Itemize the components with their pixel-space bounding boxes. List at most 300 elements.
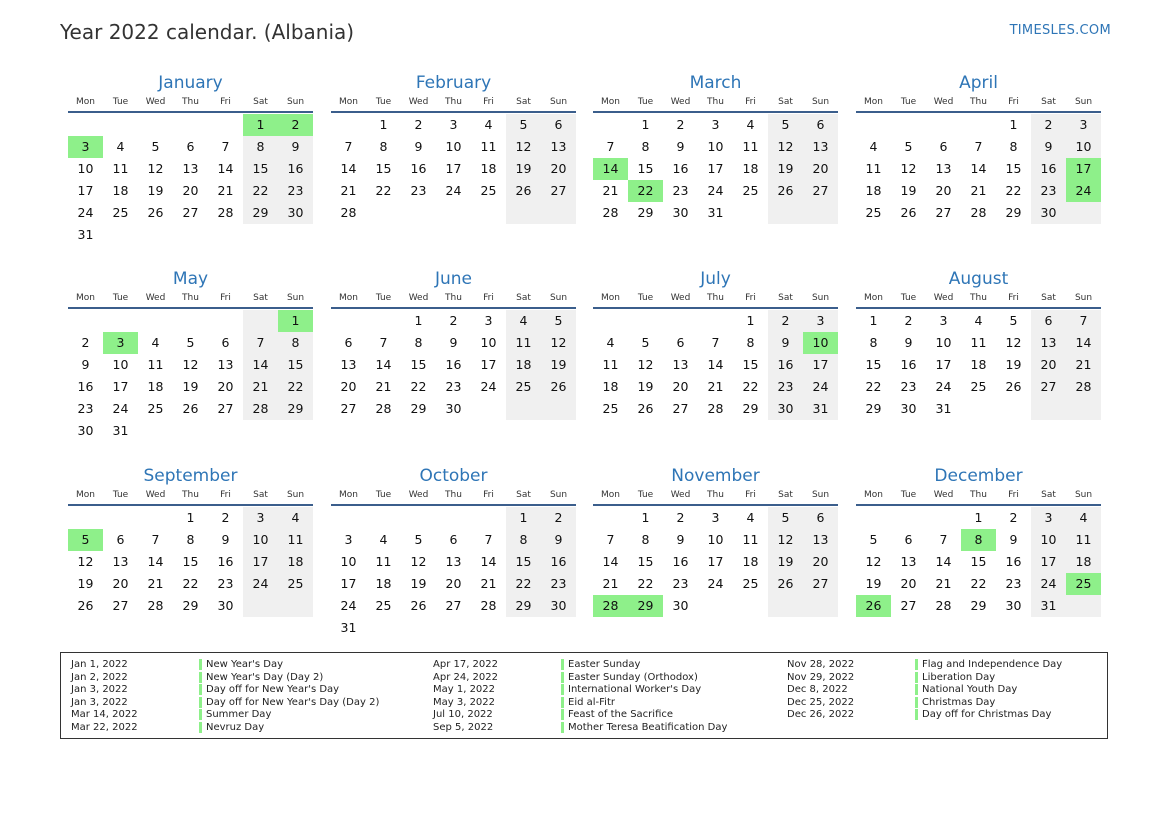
day-cell: 2 — [676, 510, 685, 525]
day-cell: 9 — [81, 357, 90, 372]
day-cell: 6 — [541, 114, 576, 136]
weekday-header — [593, 490, 838, 502]
day-cell: 7 — [939, 532, 948, 547]
day-cell: 4 — [606, 335, 615, 350]
day-cell: 5 — [869, 532, 878, 547]
day-cell: 18 — [602, 379, 619, 394]
day-cell: 25 — [375, 598, 392, 613]
day-cell: 4 — [746, 510, 755, 525]
day-cell: 31 — [803, 398, 838, 420]
weekday-header — [68, 293, 313, 305]
day-cell: 7 — [221, 139, 230, 154]
day-cell: 30 — [672, 598, 689, 613]
day-cell: 18 — [506, 354, 541, 376]
day-cell: 9 — [1009, 532, 1018, 547]
day-cell: 6 — [1031, 310, 1066, 332]
day-cell: 28 — [935, 598, 952, 613]
weekday-label: Tue — [375, 293, 392, 303]
day-cell: 25 — [742, 183, 759, 198]
month-name: June — [434, 269, 473, 289]
weekday-header — [68, 97, 313, 109]
day-cell: 2 — [414, 117, 423, 132]
day-cell: 5 — [1009, 313, 1018, 328]
weekday-label: Sun — [811, 490, 830, 500]
day-cell: 27 — [1031, 376, 1066, 398]
weekday-header — [331, 97, 576, 109]
holiday-marker — [915, 697, 918, 708]
day-cell: 21 — [243, 376, 278, 398]
day-cell: 22 — [970, 576, 987, 591]
day-cell: 11 — [506, 332, 541, 354]
day-cell: 27 — [217, 401, 234, 416]
holiday-date: Jan 1, 2022 — [71, 659, 128, 670]
day-grid — [68, 507, 313, 639]
day-grid — [68, 114, 313, 246]
day-cell: 10 — [707, 139, 724, 154]
day-cell: 4 — [869, 139, 878, 154]
weekday-label: Wed — [408, 293, 429, 303]
weekend-cell — [243, 595, 278, 617]
day-cell: 27 — [182, 205, 199, 220]
weekday-header — [856, 490, 1101, 502]
holiday-name: Mother Teresa Beatification Day — [568, 722, 728, 733]
weekday-header — [856, 293, 1101, 305]
day-grid — [331, 310, 576, 442]
day-cell: 14 — [243, 354, 278, 376]
day-cell: 21 — [602, 576, 619, 591]
day-cell: 9 — [676, 532, 685, 547]
day-cell: 23 — [217, 576, 234, 591]
weekday-label: Thu — [970, 97, 987, 107]
weekday-label: Sun — [1074, 490, 1093, 500]
day-cell: 28 — [480, 598, 497, 613]
header-divider — [68, 307, 313, 309]
day-cell: 3 — [484, 313, 493, 328]
day-cell: 18 — [865, 183, 882, 198]
weekday-label: Sun — [286, 490, 305, 500]
holiday-marker — [915, 684, 918, 695]
day-cell: 28 — [147, 598, 164, 613]
day-cell: 11 — [742, 532, 759, 547]
weekday-label: Mon — [339, 293, 358, 303]
day-cell: 21 — [935, 576, 952, 591]
day-cell: 10 — [935, 335, 952, 350]
day-cell: 21 — [1066, 354, 1101, 376]
day-cell: 9 — [414, 139, 423, 154]
day-cell: 29 — [742, 401, 759, 416]
holiday-marker — [561, 684, 564, 695]
day-cell: 4 — [379, 532, 388, 547]
day-cell: 1 — [186, 510, 195, 525]
day-cell: 15 — [865, 357, 882, 372]
day-cell: 19 — [1005, 357, 1022, 372]
day-cell: 18 — [375, 576, 392, 591]
header-divider — [856, 307, 1101, 309]
day-cell: 30 — [217, 598, 234, 613]
day-cell: 26 — [541, 376, 576, 398]
day-cell: 18 — [742, 554, 759, 569]
day-cell: 19 — [77, 576, 94, 591]
weekday-label: Sun — [1074, 293, 1093, 303]
weekday-label: Wed — [670, 97, 691, 107]
day-cell: 30 — [672, 205, 689, 220]
weekday-header — [68, 490, 313, 502]
weekday-label: Sat — [778, 97, 793, 107]
holiday-day-cell: 22 — [628, 180, 663, 202]
day-cell: 31 — [1031, 595, 1066, 617]
day-cell: 16 — [768, 354, 803, 376]
holiday-name: International Worker's Day — [568, 684, 702, 696]
weekday-header — [593, 293, 838, 305]
weekday-label: Fri — [745, 490, 756, 500]
day-cell: 26 — [1005, 379, 1022, 394]
weekday-label: Thu — [707, 490, 724, 500]
day-cell: 31 — [935, 401, 952, 416]
holiday-name: New Year's Day — [206, 659, 284, 670]
holiday-day-cell: 8 — [961, 529, 996, 551]
weekday-label: Fri — [220, 293, 231, 303]
weekend-cell — [243, 310, 278, 332]
day-cell: 20 — [1031, 354, 1066, 376]
day-cell: 18 — [480, 161, 497, 176]
day-cell: 9 — [768, 332, 803, 354]
day-cell: 29 — [410, 401, 427, 416]
weekday-label: Sat — [516, 97, 531, 107]
holiday-name: Day off for New Year's Day (Day 2) — [206, 696, 380, 708]
holiday-day-cell: 3 — [103, 332, 138, 354]
day-cell: 14 — [707, 357, 724, 372]
day-cell: 18 — [278, 551, 313, 573]
weekday-label: Wed — [145, 490, 166, 500]
weekday-label: Fri — [745, 293, 756, 303]
header-divider — [331, 111, 576, 113]
day-cell: 28 — [217, 205, 234, 220]
weekday-label: Mon — [339, 97, 358, 107]
day-cell: 3 — [243, 507, 278, 529]
holiday-date: Nov 29, 2022 — [787, 671, 855, 683]
day-cell: 16 — [541, 551, 576, 573]
weekday-label: Thu — [707, 97, 724, 107]
holiday-date: Jan 2, 2022 — [71, 671, 128, 683]
weekend-cell — [1066, 398, 1101, 420]
day-cell: 5 — [186, 335, 195, 350]
day-cell: 31 — [707, 205, 724, 220]
weekend-cell — [541, 398, 576, 420]
day-cell: 30 — [278, 202, 313, 224]
day-cell: 29 — [970, 598, 987, 613]
day-cell: 15 — [1005, 161, 1022, 176]
day-cell: 11 — [602, 357, 619, 372]
weekday-header — [331, 490, 576, 502]
holiday-day-cell: 5 — [68, 529, 103, 551]
weekday-label: Fri — [1008, 293, 1019, 303]
header-divider — [856, 504, 1101, 506]
day-cell: 14 — [480, 554, 497, 569]
day-cell: 5 — [414, 532, 423, 547]
day-cell: 27 — [900, 598, 917, 613]
day-cell: 4 — [506, 310, 541, 332]
weekday-label: Sun — [549, 490, 568, 500]
weekday-label: Thu — [970, 490, 987, 500]
weekday-label: Thu — [970, 293, 987, 303]
day-cell: 20 — [112, 576, 129, 591]
day-cell: 4 — [484, 117, 493, 132]
weekday-label: Sat — [253, 490, 268, 500]
weekday-label: Thu — [445, 293, 462, 303]
weekend-cell — [1066, 595, 1101, 617]
day-cell: 3 — [1031, 507, 1066, 529]
month-name: September — [143, 466, 238, 486]
day-cell: 31 — [340, 620, 357, 635]
day-cell: 16 — [445, 357, 462, 372]
day-cell: 17 — [707, 161, 724, 176]
day-cell: 3 — [711, 510, 720, 525]
day-cell: 8 — [641, 532, 650, 547]
day-cell: 17 — [707, 554, 724, 569]
day-cell: 17 — [935, 357, 952, 372]
weekday-label: Mon — [601, 293, 620, 303]
day-cell: 16 — [217, 554, 234, 569]
day-cell: 7 — [243, 332, 278, 354]
weekday-label: Tue — [900, 490, 917, 500]
day-cell: 26 — [768, 180, 803, 202]
day-cell: 19 — [768, 158, 803, 180]
weekday-label: Tue — [900, 293, 917, 303]
month-name: August — [948, 269, 1009, 289]
day-cell: 22 — [182, 576, 199, 591]
day-cell: 18 — [112, 183, 129, 198]
day-cell: 11 — [112, 161, 129, 176]
weekday-label: Sat — [516, 490, 531, 500]
holiday-day-cell: 24 — [1066, 180, 1101, 202]
day-cell: 27 — [803, 573, 838, 595]
weekday-label: Tue — [375, 490, 392, 500]
weekday-label: Thu — [182, 293, 199, 303]
day-cell: 12 — [147, 161, 164, 176]
weekend-cell — [278, 595, 313, 617]
holiday-day-cell: 1 — [243, 114, 278, 136]
day-cell: 20 — [803, 551, 838, 573]
day-cell: 25 — [278, 573, 313, 595]
day-cell: 12 — [541, 332, 576, 354]
day-cell: 17 — [445, 161, 462, 176]
day-cell: 17 — [480, 357, 497, 372]
day-cell: 25 — [865, 205, 882, 220]
weekend-cell — [541, 202, 576, 224]
day-grid — [593, 507, 838, 639]
day-grid — [68, 310, 313, 442]
day-cell: 12 — [900, 161, 917, 176]
day-cell: 27 — [803, 180, 838, 202]
holiday-marker — [199, 697, 202, 708]
weekday-label: Fri — [483, 490, 494, 500]
month-name: January — [158, 73, 223, 93]
day-cell: 14 — [602, 554, 619, 569]
holiday-name: New Year's Day (Day 2) — [206, 671, 324, 683]
day-cell: 13 — [900, 554, 917, 569]
day-cell: 10 — [445, 139, 462, 154]
weekday-label: Wed — [670, 490, 691, 500]
day-cell: 27 — [112, 598, 129, 613]
day-cell: 11 — [147, 357, 164, 372]
day-cell: 1 — [379, 117, 388, 132]
day-cell: 25 — [970, 379, 987, 394]
weekday-label: Tue — [112, 490, 129, 500]
day-cell: 23 — [410, 183, 427, 198]
holiday-marker — [199, 659, 202, 670]
day-cell: 6 — [221, 335, 230, 350]
day-cell: 5 — [541, 310, 576, 332]
weekday-label: Fri — [220, 97, 231, 107]
holiday-marker — [915, 709, 918, 720]
day-cell: 12 — [182, 357, 199, 372]
brand-link[interactable]: TIMESLES.COM — [1009, 23, 1111, 38]
holiday-date: Sep 5, 2022 — [433, 722, 494, 733]
day-cell: 6 — [904, 532, 913, 547]
day-cell: 12 — [637, 357, 654, 372]
day-cell: 30 — [768, 398, 803, 420]
day-cell: 6 — [676, 335, 685, 350]
day-cell: 10 — [340, 554, 357, 569]
header-divider — [856, 111, 1101, 113]
holiday-name: Christmas Day — [922, 696, 996, 708]
weekday-label: Sat — [1041, 293, 1056, 303]
day-cell: 11 — [480, 139, 497, 154]
day-cell: 21 — [707, 379, 724, 394]
weekday-label: Fri — [483, 97, 494, 107]
day-cell: 21 — [602, 183, 619, 198]
day-cell: 23 — [768, 376, 803, 398]
weekday-label: Thu — [445, 490, 462, 500]
day-cell: 16 — [672, 161, 689, 176]
weekend-cell — [803, 595, 838, 617]
holiday-name: Flag and Independence Day — [922, 659, 1063, 670]
day-cell: 15 — [742, 357, 759, 372]
day-cell: 17 — [112, 379, 129, 394]
day-cell: 17 — [340, 576, 357, 591]
weekday-label: Tue — [637, 97, 654, 107]
weekday-label: Mon — [864, 97, 883, 107]
holiday-date: Dec 8, 2022 — [787, 684, 848, 696]
day-cell: 28 — [707, 401, 724, 416]
day-cell: 26 — [768, 573, 803, 595]
day-cell: 22 — [742, 379, 759, 394]
day-cell: 26 — [182, 401, 199, 416]
day-cell: 24 — [243, 573, 278, 595]
day-cell: 21 — [340, 183, 357, 198]
holiday-marker — [915, 672, 918, 683]
day-cell: 7 — [711, 335, 720, 350]
month-name: May — [172, 269, 209, 289]
holiday-day-cell: 14 — [593, 158, 628, 180]
day-cell: 24 — [707, 183, 724, 198]
day-cell: 26 — [77, 598, 94, 613]
day-cell: 16 — [410, 161, 427, 176]
month-name: July — [700, 269, 731, 289]
weekend-cell — [1031, 398, 1066, 420]
weekday-label: Wed — [408, 97, 429, 107]
weekday-label: Tue — [112, 97, 129, 107]
holiday-marker — [561, 709, 564, 720]
holiday-name: Easter Sunday (Orthodox) — [568, 671, 698, 683]
day-cell: 3 — [803, 310, 838, 332]
day-cell: 3 — [449, 117, 458, 132]
day-cell: 19 — [147, 183, 164, 198]
day-cell: 28 — [970, 205, 987, 220]
day-cell: 20 — [935, 183, 952, 198]
day-cell: 3 — [1066, 114, 1101, 136]
day-cell: 23 — [77, 401, 94, 416]
day-cell: 22 — [278, 376, 313, 398]
day-cell: 5 — [506, 114, 541, 136]
day-cell: 1 — [641, 510, 650, 525]
day-cell: 16 — [77, 379, 94, 394]
day-cell: 8 — [506, 529, 541, 551]
holiday-legend — [60, 652, 1108, 739]
weekday-label: Sat — [1041, 97, 1056, 107]
day-cell: 2 — [676, 117, 685, 132]
day-cell: 24 — [112, 401, 129, 416]
weekday-label: Tue — [375, 97, 392, 107]
day-cell: 6 — [186, 139, 195, 154]
day-cell: 7 — [606, 532, 615, 547]
weekday-label: Wed — [933, 490, 954, 500]
day-cell: 8 — [1009, 139, 1018, 154]
weekend-cell — [506, 398, 541, 420]
weekday-label: Wed — [145, 293, 166, 303]
weekend-cell — [768, 595, 803, 617]
day-cell: 13 — [182, 161, 199, 176]
day-cell: 13 — [340, 357, 357, 372]
day-grid — [856, 507, 1101, 639]
month-name: March — [689, 73, 742, 93]
day-cell: 22 — [1005, 183, 1022, 198]
day-cell: 11 — [865, 161, 882, 176]
holiday-day-cell: 3 — [68, 136, 103, 158]
holiday-day-cell: 1 — [278, 310, 313, 332]
holiday-date: Apr 24, 2022 — [433, 671, 499, 683]
weekday-label: Mon — [76, 293, 95, 303]
day-cell: 24 — [77, 205, 94, 220]
holiday-date: Jan 3, 2022 — [71, 684, 128, 696]
day-cell: 20 — [445, 576, 462, 591]
day-cell: 22 — [410, 379, 427, 394]
day-cell: 13 — [112, 554, 129, 569]
header-divider — [68, 504, 313, 506]
weekday-label: Wed — [408, 490, 429, 500]
holiday-marker — [561, 672, 564, 683]
day-cell: 25 — [112, 205, 129, 220]
weekday-label: Tue — [637, 293, 654, 303]
holiday-day-cell: 25 — [1066, 573, 1101, 595]
weekday-label: Sun — [549, 293, 568, 303]
day-cell: 12 — [1005, 335, 1022, 350]
day-cell: 6 — [449, 532, 458, 547]
weekday-label: Sat — [253, 293, 268, 303]
day-cell: 19 — [900, 183, 917, 198]
holiday-date: Jan 3, 2022 — [71, 696, 128, 708]
day-cell: 14 — [935, 554, 952, 569]
day-cell: 13 — [672, 357, 689, 372]
day-cell: 6 — [116, 532, 125, 547]
day-cell: 27 — [445, 598, 462, 613]
day-cell: 5 — [151, 139, 160, 154]
holiday-date: May 3, 2022 — [433, 696, 496, 708]
holiday-marker — [199, 672, 202, 683]
holiday-marker — [199, 722, 202, 733]
weekday-label: Fri — [220, 490, 231, 500]
day-cell: 10 — [243, 529, 278, 551]
